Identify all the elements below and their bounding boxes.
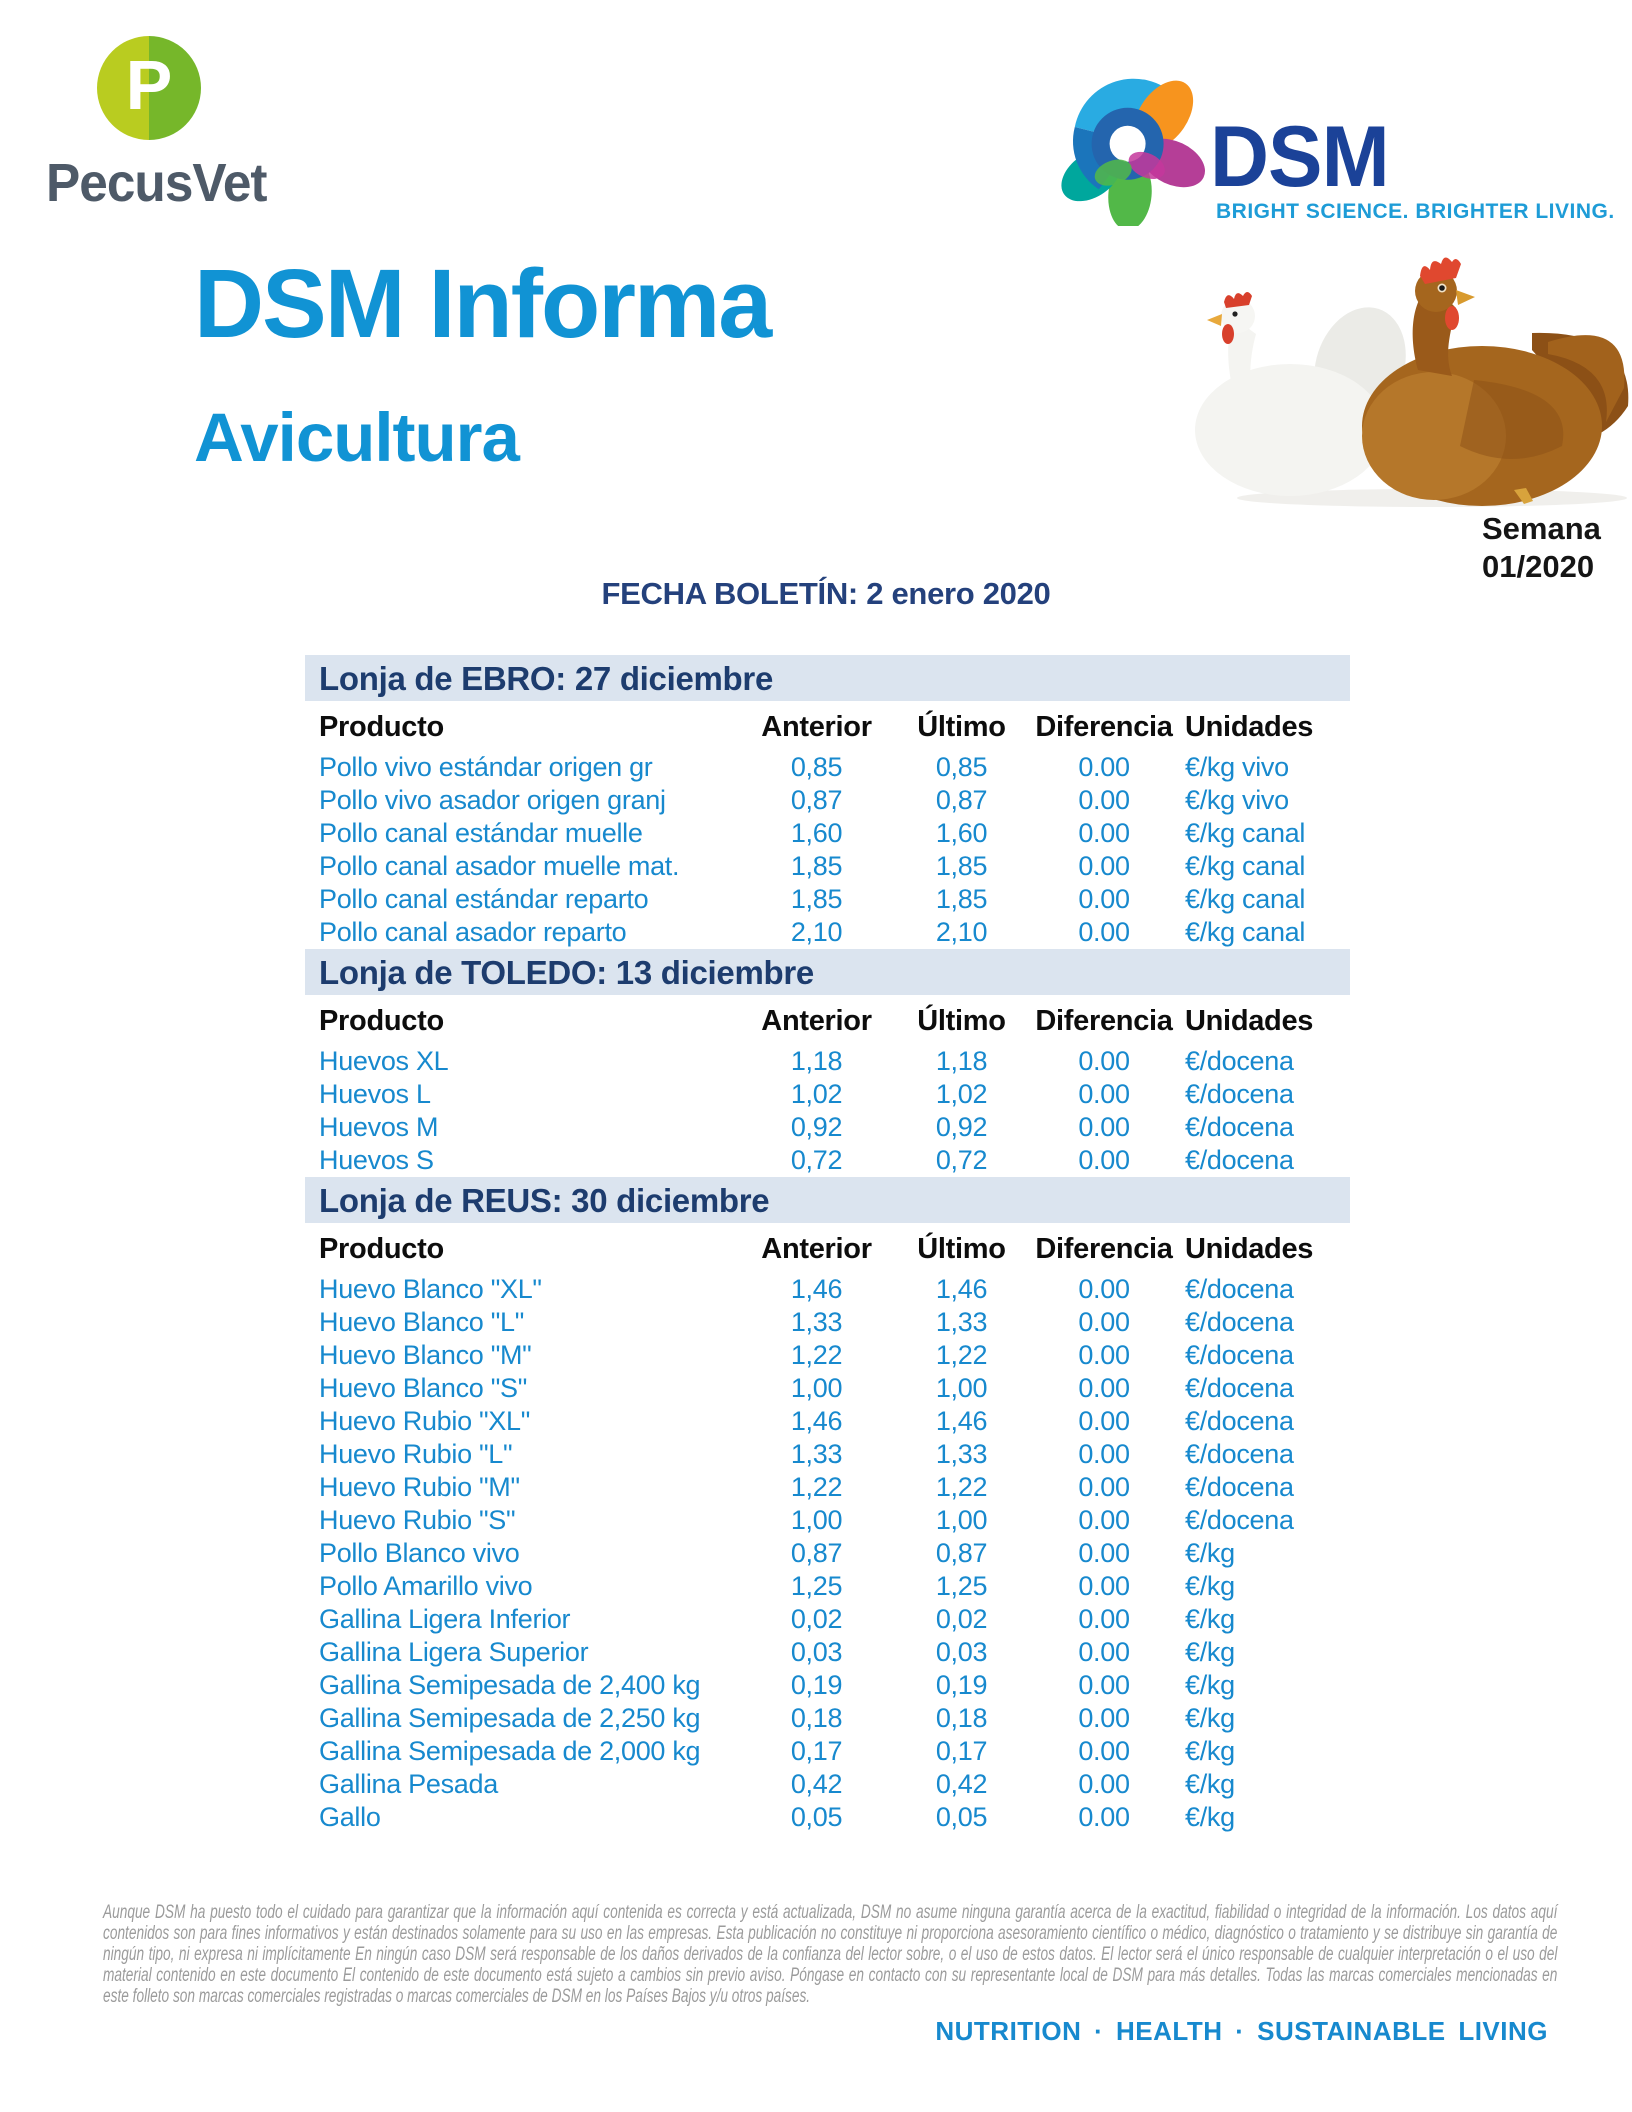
product-cell: Gallo <box>319 1802 381 1832</box>
column-header: Último <box>917 711 1006 743</box>
anterior-cell: 0,87 <box>790 785 843 815</box>
ultimo-cell: 0,05 <box>935 1802 988 1832</box>
anterior-cell: 1,46 <box>790 1406 843 1436</box>
product-cell: Pollo canal asador muelle mat. <box>319 851 680 881</box>
unit-cell: €/docena <box>1185 1505 1294 1535</box>
product-cell: Huevos L <box>319 1079 431 1109</box>
pecusvet-wordmark: PecusVet <box>46 153 267 213</box>
table-row <box>305 850 1370 883</box>
page-subtitle: Avicultura <box>194 399 519 476</box>
ultimo-cell: 0,87 <box>935 785 988 815</box>
diferencia-cell: 0.00 <box>1078 1505 1130 1535</box>
product-cell: Huevo Rubio "XL" <box>319 1406 530 1436</box>
table-row <box>305 784 1370 817</box>
unit-cell: €/docena <box>1185 1145 1294 1175</box>
table-row <box>305 1339 1370 1372</box>
table-row <box>305 1537 1370 1570</box>
column-header: Último <box>917 1005 1006 1037</box>
product-cell: Gallina Semipesada de 2,250 kg <box>319 1703 701 1733</box>
ultimo-cell: 1,22 <box>935 1340 988 1370</box>
ultimo-cell: 2,10 <box>935 917 988 947</box>
column-header: Anterior <box>761 1233 872 1265</box>
price-table <box>305 701 1370 949</box>
product-cell: Huevo Blanco "M" <box>319 1340 532 1370</box>
ultimo-cell: 1,00 <box>935 1373 988 1403</box>
product-cell: Pollo Blanco vivo <box>319 1538 520 1568</box>
anterior-cell: 1,85 <box>790 851 843 881</box>
section-header: Lonja de REUS: 30 diciembre <box>305 1177 1350 1223</box>
table-row <box>305 1111 1370 1144</box>
table-row <box>305 1735 1370 1768</box>
column-header-row <box>305 701 1370 751</box>
column-header-row <box>305 995 1370 1045</box>
anterior-cell: 0,02 <box>790 1604 843 1634</box>
week-label: Semana <box>1482 511 1601 546</box>
anterior-cell: 1,46 <box>790 1274 843 1304</box>
column-header: Unidades <box>1185 1233 1314 1265</box>
ultimo-cell: 1,46 <box>935 1406 988 1436</box>
diferencia-cell: 0.00 <box>1078 1604 1130 1634</box>
unit-cell: €/kg <box>1185 1703 1235 1733</box>
column-header: Producto <box>319 1005 444 1037</box>
unit-cell: €/docena <box>1185 1472 1294 1502</box>
product-cell: Huevos M <box>319 1112 439 1142</box>
diferencia-cell: 0.00 <box>1078 1703 1130 1733</box>
week-badge <box>1482 510 1601 586</box>
product-cell: Gallina Ligera Inferior <box>319 1604 571 1634</box>
diferencia-cell: 0.00 <box>1078 1373 1130 1403</box>
ultimo-cell: 0,92 <box>935 1112 988 1142</box>
diferencia-cell: 0.00 <box>1078 1769 1130 1799</box>
pecusvet-monogram: P <box>125 46 173 124</box>
diferencia-cell: 0.00 <box>1078 818 1130 848</box>
unit-cell: €/kg canal <box>1185 917 1306 947</box>
column-header: Último <box>917 1233 1006 1265</box>
anterior-cell: 0,87 <box>790 1538 843 1568</box>
diferencia-cell: 0.00 <box>1078 1112 1130 1142</box>
anterior-cell: 1,00 <box>790 1373 843 1403</box>
table-row <box>305 1438 1370 1471</box>
table-row <box>305 1702 1370 1735</box>
unit-cell: €/docena <box>1185 1373 1294 1403</box>
section-header: Lonja de EBRO: 27 diciembre <box>305 655 1350 701</box>
diferencia-cell: 0.00 <box>1078 1307 1130 1337</box>
column-header: Diferencia <box>1035 711 1173 743</box>
pecusvet-circle-icon <box>97 36 201 140</box>
unit-cell: €/docena <box>1185 1079 1294 1109</box>
product-cell: Pollo vivo estándar origen gr <box>319 752 653 782</box>
unit-cell: €/kg <box>1185 1769 1235 1799</box>
anterior-cell: 0,72 <box>790 1145 843 1175</box>
product-cell: Huevo Blanco "XL" <box>319 1274 542 1304</box>
anterior-cell: 1,33 <box>790 1439 843 1469</box>
unit-cell: €/kg canal <box>1185 818 1306 848</box>
anterior-cell: 0,18 <box>790 1703 843 1733</box>
column-header: Producto <box>319 711 444 743</box>
week-value: 01/2020 <box>1482 549 1595 584</box>
anterior-cell: 1,02 <box>790 1079 843 1109</box>
column-header-row <box>305 1223 1370 1273</box>
price-table <box>305 995 1370 1177</box>
diferencia-cell: 0.00 <box>1078 1571 1130 1601</box>
dsm-swirl-icon <box>1058 64 1214 226</box>
table-row <box>305 1405 1370 1438</box>
price-tables <box>305 655 1350 1834</box>
ultimo-cell: 1,02 <box>935 1079 988 1109</box>
unit-cell: €/docena <box>1185 1274 1294 1304</box>
diferencia-cell: 0.00 <box>1078 1046 1130 1076</box>
product-cell: Huevo Rubio "M" <box>319 1472 520 1502</box>
column-header: Anterior <box>761 1005 872 1037</box>
anterior-cell: 1,60 <box>790 818 843 848</box>
ultimo-cell: 1,00 <box>935 1505 988 1535</box>
diferencia-cell: 0.00 <box>1078 1736 1130 1766</box>
product-cell: Pollo canal estándar muelle <box>319 818 643 848</box>
ultimo-cell: 1,25 <box>935 1571 988 1601</box>
diferencia-cell: 0.00 <box>1078 1406 1130 1436</box>
product-cell: Huevo Blanco "S" <box>319 1373 527 1403</box>
unit-cell: €/kg canal <box>1185 884 1306 914</box>
column-header: Diferencia <box>1035 1005 1173 1037</box>
table-row <box>305 1306 1370 1339</box>
table-row <box>305 1045 1370 1078</box>
ultimo-cell: 0,18 <box>935 1703 988 1733</box>
column-header: Unidades <box>1185 711 1314 743</box>
ultimo-cell: 0,17 <box>935 1736 988 1766</box>
footer-tagline: NUTRITION · HEALTH · SUSTAINABLE LIVING <box>935 2016 1548 2046</box>
brown-hen <box>1362 257 1628 506</box>
diferencia-cell: 0.00 <box>1078 1472 1130 1502</box>
table-row <box>305 1078 1370 1111</box>
dsm-wordmark: DSM <box>1210 109 1389 205</box>
product-cell: Pollo canal estándar reparto <box>319 884 649 914</box>
diferencia-cell: 0.00 <box>1078 1079 1130 1109</box>
product-cell: Huevos S <box>319 1145 434 1175</box>
table-row <box>305 1669 1370 1702</box>
anterior-cell: 0,17 <box>790 1736 843 1766</box>
price-table <box>305 1223 1370 1834</box>
table-row <box>305 1471 1370 1504</box>
ultimo-cell: 0,02 <box>935 1604 988 1634</box>
diferencia-cell: 0.00 <box>1078 851 1130 881</box>
table-row <box>305 817 1370 850</box>
product-cell: Gallina Semipesada de 2,400 kg <box>319 1670 701 1700</box>
product-cell: Pollo Amarillo vivo <box>319 1571 533 1601</box>
table-row <box>305 1603 1370 1636</box>
ultimo-cell: 0,72 <box>935 1145 988 1175</box>
unit-cell: €/docena <box>1185 1046 1294 1076</box>
unit-cell: €/kg <box>1185 1736 1235 1766</box>
ultimo-cell: 1,33 <box>935 1439 988 1469</box>
anterior-cell: 1,00 <box>790 1505 843 1535</box>
table-row <box>305 1372 1370 1405</box>
product-cell: Pollo canal asador reparto <box>319 917 627 947</box>
table-row <box>305 1504 1370 1537</box>
diferencia-cell: 0.00 <box>1078 752 1130 782</box>
ultimo-cell: 1,33 <box>935 1307 988 1337</box>
unit-cell: €/docena <box>1185 1307 1294 1337</box>
column-header: Anterior <box>761 711 872 743</box>
product-cell: Huevo Rubio "L" <box>319 1439 513 1469</box>
diferencia-cell: 0.00 <box>1078 1439 1130 1469</box>
anterior-cell: 1,22 <box>790 1340 843 1370</box>
product-cell: Huevos XL <box>319 1046 449 1076</box>
chickens-photo <box>1182 238 1632 510</box>
unit-cell: €/kg canal <box>1185 851 1306 881</box>
table-row <box>305 883 1370 916</box>
ultimo-cell: 1,60 <box>935 818 988 848</box>
disclaimer-text: Aunque DSM ha puesto todo el cuidado para garantizar que la información aquí contenida es correcta y está actualizada, DSM no asume ninguna garantía acerca de la exactitud, fiabilidad o integridad de la información. Los datos aquí contenidos son para fines informativos y están destinados solamente para su uso en las empresas. Esta publicación no constituye ni proporciona asesoramiento científico o médico, diagnóstico o tratamiento y se distribuye sin garantía de ningún tipo, ni expresa ni implícitamente En ningún caso DSM será responsable de los daños derivados de la confianza del lector sobre, o el uso de estos datos. El lector será el único responsable de cualquier interpretación o el uso del material contenido en este documento El contenido de este documento está sujeto a cambios sin previo aviso. Póngase en contacto con su representante local de DSM para más detalles. Todas las marcas comerciales mencionadas en este folleto son marcas comerciales registradas o marcas comerciales de DSM en los Países Bajos y/u otros países. <box>103 1902 1558 2007</box>
dsm-tagline: BRIGHT SCIENCE. BRIGHTER LIVING. <box>1216 200 1615 223</box>
anterior-cell: 0,03 <box>790 1637 843 1667</box>
column-header: Unidades <box>1185 1005 1314 1037</box>
ultimo-cell: 1,18 <box>935 1046 988 1076</box>
ultimo-cell: 0,87 <box>935 1538 988 1568</box>
unit-cell: €/kg <box>1185 1802 1235 1832</box>
table-row <box>305 916 1370 949</box>
unit-cell: €/kg vivo <box>1185 752 1289 782</box>
table-row <box>305 1570 1370 1603</box>
section-header: Lonja de TOLEDO: 13 diciembre <box>305 949 1350 995</box>
pecusvet-logo <box>20 36 320 214</box>
diferencia-cell: 0.00 <box>1078 1538 1130 1568</box>
product-cell: Huevo Blanco "L" <box>319 1307 524 1337</box>
column-header: Producto <box>319 1233 444 1265</box>
table-row <box>305 1273 1370 1306</box>
unit-cell: €/kg <box>1185 1604 1235 1634</box>
product-cell: Pollo vivo asador origen granj <box>319 785 666 815</box>
ultimo-cell: 0,03 <box>935 1637 988 1667</box>
table-row <box>305 751 1370 784</box>
anterior-cell: 0,92 <box>790 1112 843 1142</box>
unit-cell: €/kg <box>1185 1538 1235 1568</box>
diferencia-cell: 0.00 <box>1078 1274 1130 1304</box>
unit-cell: €/kg <box>1185 1670 1235 1700</box>
unit-cell: €/kg <box>1185 1637 1235 1667</box>
unit-cell: €/docena <box>1185 1439 1294 1469</box>
anterior-cell: 0,05 <box>790 1802 843 1832</box>
anterior-cell: 1,22 <box>790 1472 843 1502</box>
diferencia-cell: 0.00 <box>1078 917 1130 947</box>
unit-cell: €/docena <box>1185 1112 1294 1142</box>
unit-cell: €/kg vivo <box>1185 785 1289 815</box>
product-cell: Gallina Ligera Superior <box>319 1637 589 1667</box>
bulletin-date: FECHA BOLETÍN: 2 enero 2020 <box>601 576 1051 611</box>
unit-cell: €/docena <box>1185 1406 1294 1436</box>
diferencia-cell: 0.00 <box>1078 1670 1130 1700</box>
table-row <box>305 1144 1370 1177</box>
table-row <box>305 1636 1370 1669</box>
ultimo-cell: 1,46 <box>935 1274 988 1304</box>
table-row <box>305 1801 1370 1834</box>
anterior-cell: 1,33 <box>790 1307 843 1337</box>
anterior-cell: 0,19 <box>790 1670 843 1700</box>
ultimo-cell: 0,85 <box>935 752 988 782</box>
anterior-cell: 2,10 <box>790 917 843 947</box>
column-header: Diferencia <box>1035 1233 1173 1265</box>
diferencia-cell: 0.00 <box>1078 785 1130 815</box>
ultimo-cell: 0,19 <box>935 1670 988 1700</box>
anterior-cell: 0,42 <box>790 1769 843 1799</box>
diferencia-cell: 0.00 <box>1078 884 1130 914</box>
diferencia-cell: 0.00 <box>1078 1637 1130 1667</box>
ultimo-cell: 1,85 <box>935 884 988 914</box>
anterior-cell: 1,85 <box>790 884 843 914</box>
unit-cell: €/kg <box>1185 1571 1235 1601</box>
unit-cell: €/docena <box>1185 1340 1294 1370</box>
ultimo-cell: 0,42 <box>935 1769 988 1799</box>
anterior-cell: 1,18 <box>790 1046 843 1076</box>
anterior-cell: 1,25 <box>790 1571 843 1601</box>
table-row <box>305 1768 1370 1801</box>
product-cell: Huevo Rubio "S" <box>319 1505 516 1535</box>
product-cell: Gallina Pesada <box>319 1769 498 1799</box>
product-cell: Gallina Semipesada de 2,000 kg <box>319 1736 701 1766</box>
diferencia-cell: 0.00 <box>1078 1340 1130 1370</box>
anterior-cell: 0,85 <box>790 752 843 782</box>
page-title: DSM Informa <box>194 249 771 358</box>
ultimo-cell: 1,22 <box>935 1472 988 1502</box>
diferencia-cell: 0.00 <box>1078 1802 1130 1832</box>
ultimo-cell: 1,85 <box>935 851 988 881</box>
diferencia-cell: 0.00 <box>1078 1145 1130 1175</box>
